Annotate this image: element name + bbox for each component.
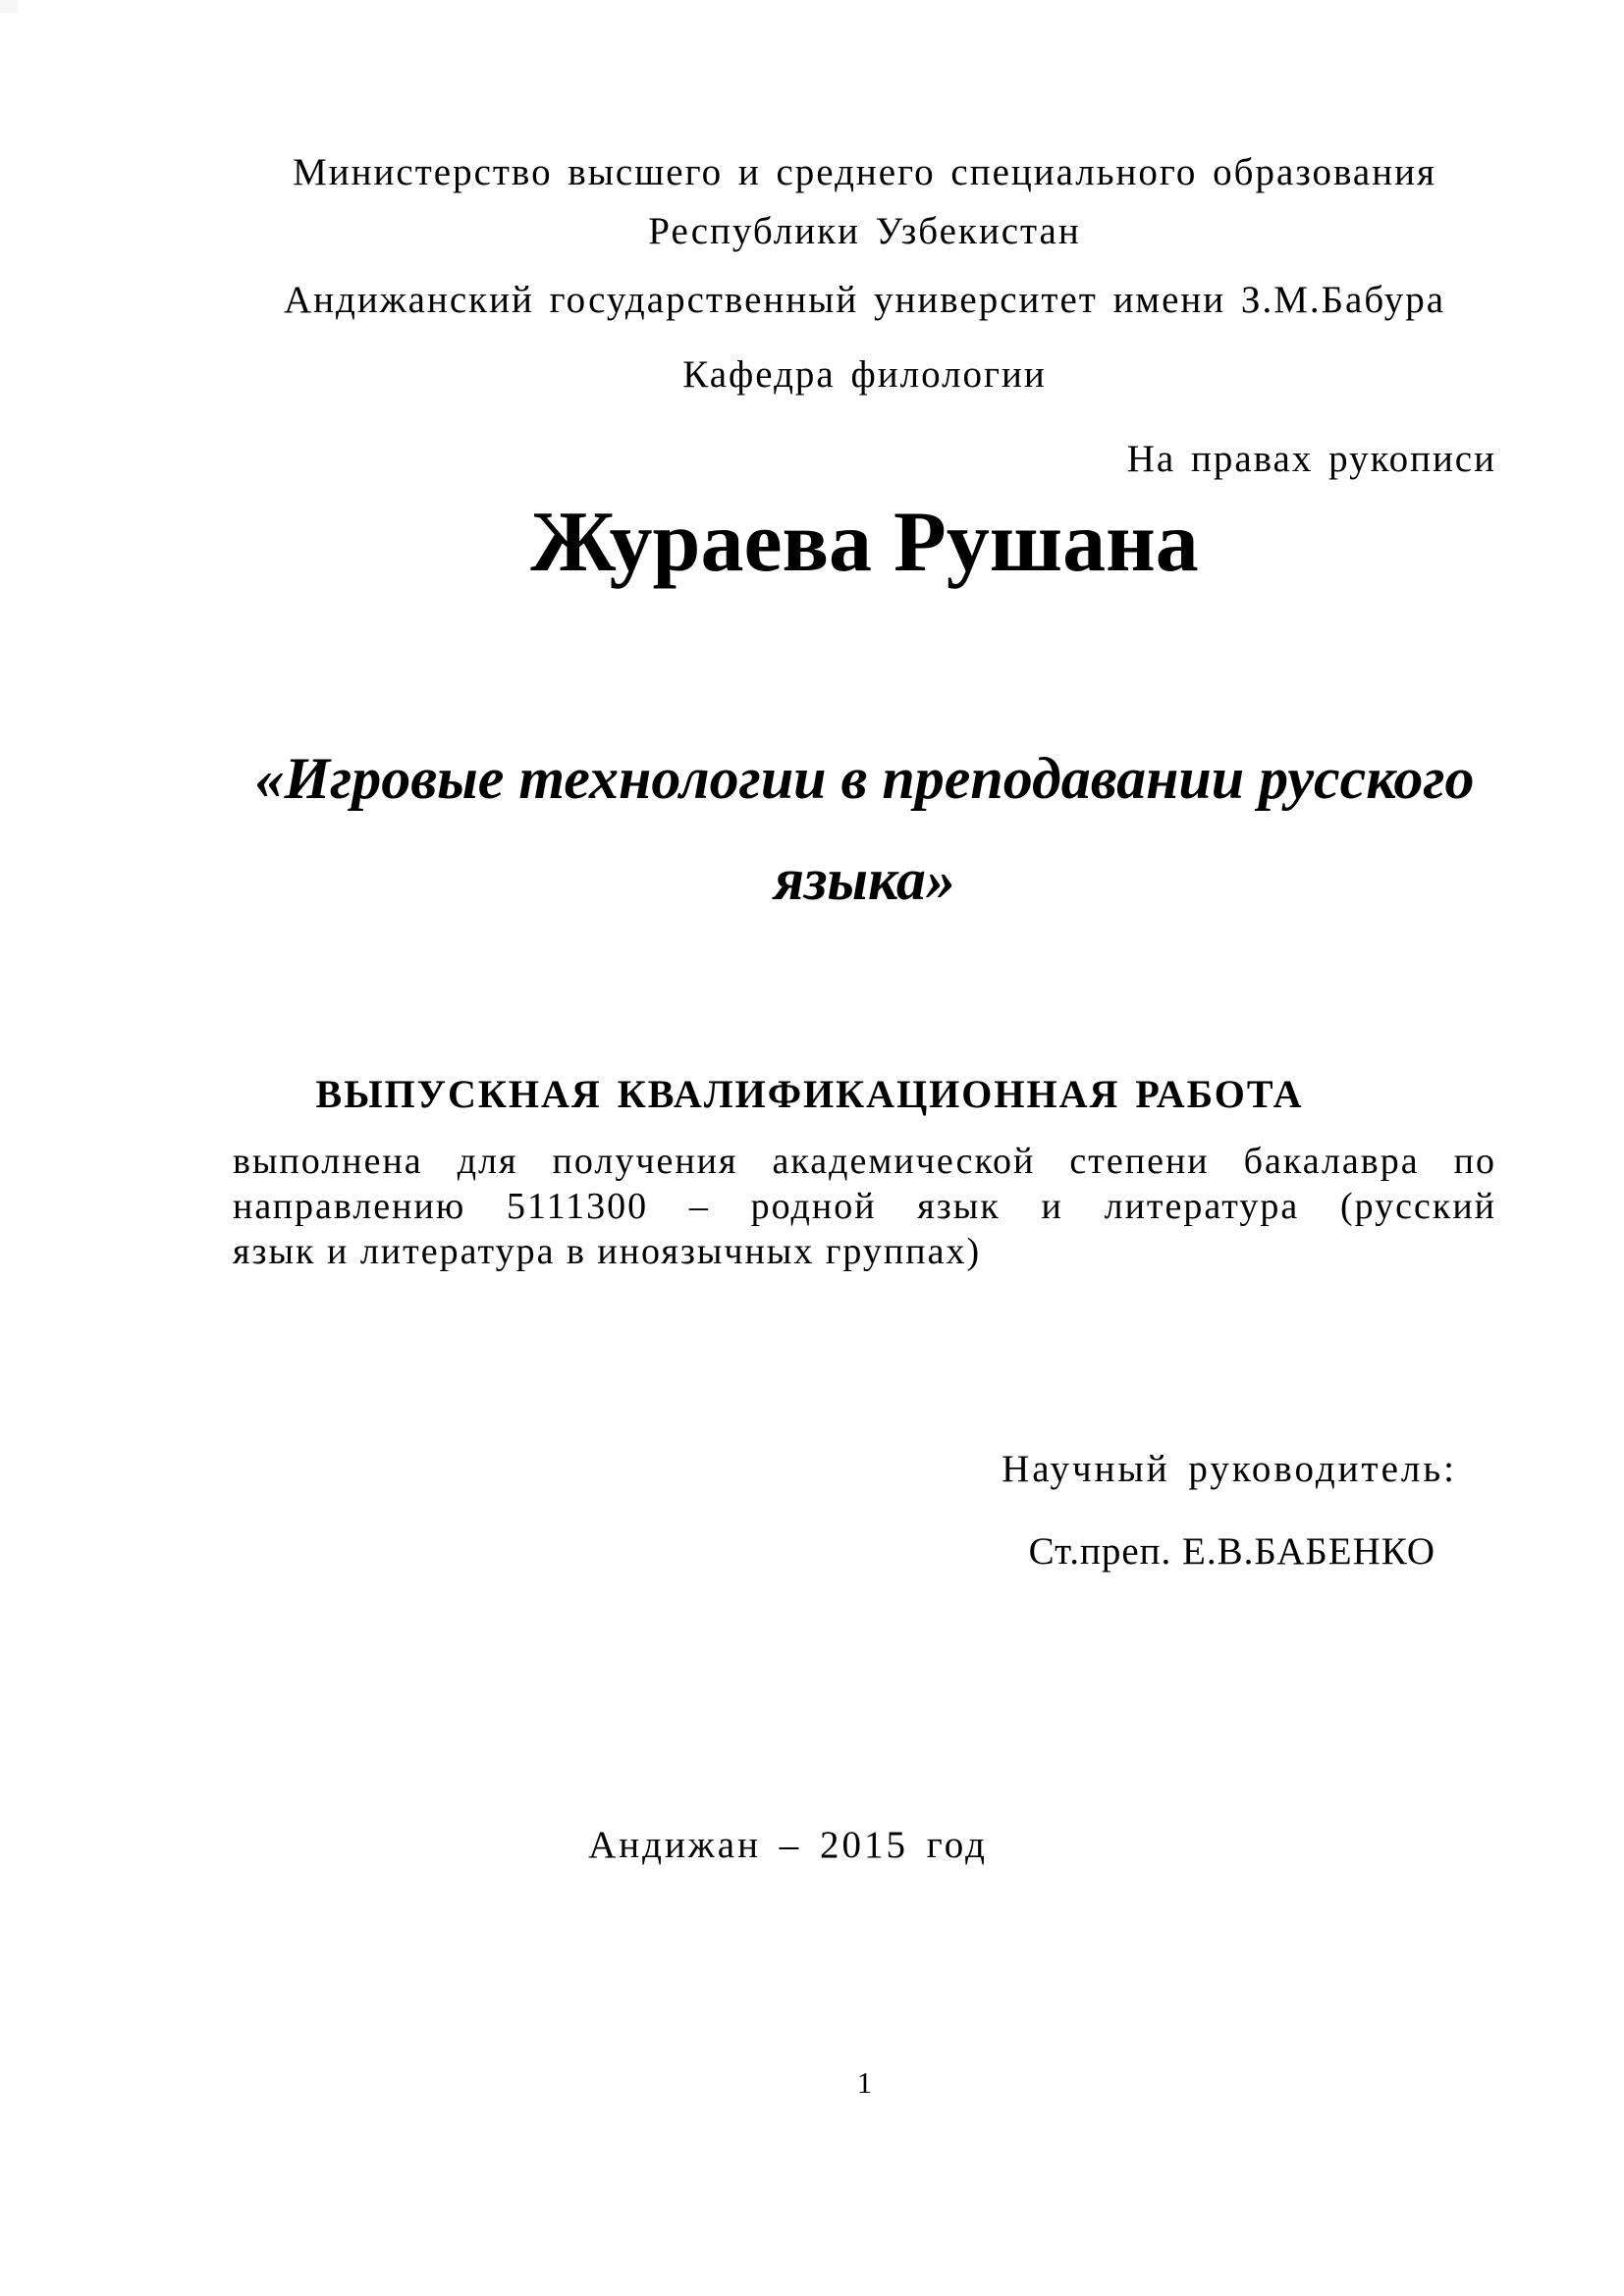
work-description: [233, 1139, 1496, 1274]
ministry-line-1: Министерство высшего и среднего специального образования: [293, 151, 1436, 193]
department-name: Кафедра филологии: [682, 353, 1047, 396]
supervisor-name: Ст.преп. Е.В.БАБЕНКО: [1028, 1530, 1435, 1573]
page-number: 1: [856, 2065, 873, 2100]
work-type-heading: ВЫПУСКНАЯ КВАЛИФИКАЦИОННАЯ РАБОТА: [315, 1072, 1304, 1116]
place-and-year: Андижан – 2015 год: [588, 1824, 988, 1866]
ministry-header: [233, 143, 1496, 261]
supervisor-label: Научный руководитель:: [1001, 1448, 1457, 1490]
work-title: [233, 728, 1496, 931]
university-name: Андижанский государственный университет имени З.М.Бабура: [283, 279, 1446, 321]
description-line-3: язык и литература в иноязычных группах): [233, 1231, 982, 1272]
description-line-1: выполнена для получения академической степени бакалавра по: [233, 1141, 1496, 1182]
description-line-2: направлению 5111300 – родной язык и литература (русский: [233, 1186, 1496, 1227]
scan-artifact: [0, 0, 18, 13]
ministry-line-2: Республики Узбекистан: [648, 210, 1081, 252]
manuscript-rights-note: На правах рукописи: [1126, 438, 1496, 480]
author-name: Жураева Рушана: [530, 495, 1199, 590]
work-title-line-1: «Игровые технологии в преподавании русского: [254, 746, 1475, 811]
work-title-line-2: языка»: [774, 847, 955, 912]
